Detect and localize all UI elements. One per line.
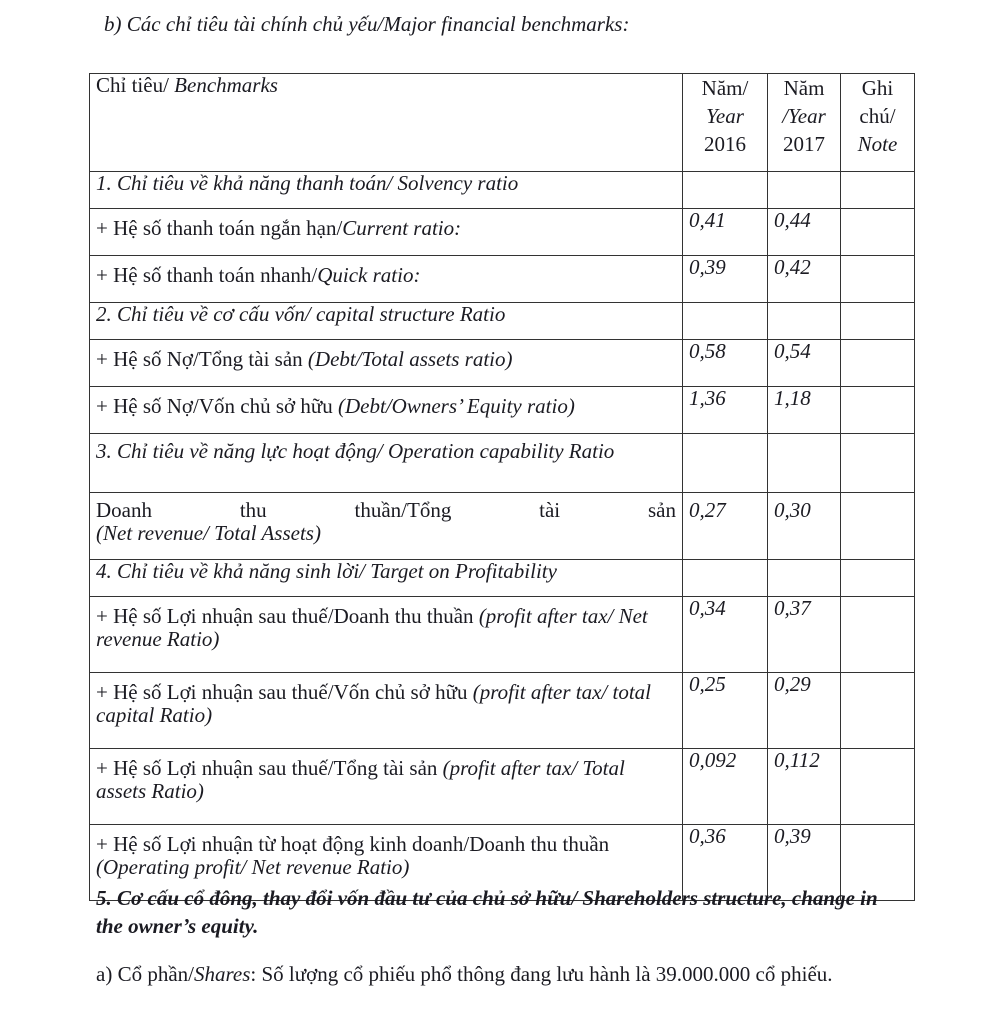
table-row: + Hệ số Nợ/Tổng tài sản (Debt/Total assets ratio) 0,58 0,54: [90, 340, 915, 387]
header-note: Ghi chú/ Note: [841, 74, 915, 172]
table-section-row: 2. Chỉ tiêu về cơ cấu vốn/ capital structure Ratio: [90, 303, 915, 340]
table-row: + Hệ số Nợ/Vốn chủ sở hữu (Debt/Owners’ Equity ratio) 1,36 1,18: [90, 387, 915, 434]
table-row: + Hệ số thanh toán nhanh/Quick ratio: 0,39 0,42: [90, 256, 915, 303]
section-heading-b: b) Các chỉ tiêu tài chính chủ yếu/Major financial benchmarks:: [104, 12, 630, 36]
table-row: + Hệ số Lợi nhuận sau thuế/Doanh thu thuần (profit after tax/ Net revenue Ratio) 0,34 0,37: [90, 597, 915, 673]
table-row: Doanh thu thuần/Tổng tài sản (Net revenue/ Total Assets) 0,27 0,30: [90, 493, 915, 560]
table-row: + Hệ số Lợi nhuận sau thuế/Vốn chủ sở hữu (profit after tax/ total capital Ratio) 0,25 0,29: [90, 673, 915, 749]
table-row: + Hệ số Lợi nhuận từ hoạt động kinh doanh/Doanh thu thuần (Operating profit/ Net revenue Ratio) 0,36 0,39: [90, 825, 915, 901]
header-year-2017: Năm /Year 2017: [768, 74, 841, 172]
header-benchmarks: Chỉ tiêu/ Benchmarks: [90, 74, 683, 172]
table-header-row: [90, 74, 915, 172]
table-section-row: 4. Chỉ tiêu về khả năng sinh lời/ Target on Profitability: [90, 560, 915, 597]
header-year-2016: Năm/ Year 2016: [683, 74, 768, 172]
table-row: + Hệ số Lợi nhuận sau thuế/Tổng tài sản (profit after tax/ Total assets Ratio) 0,092 0,112: [90, 749, 915, 825]
table-section-row: 1. Chỉ tiêu về khả năng thanh toán/ Solvency ratio: [90, 172, 915, 209]
table-row: + Hệ số thanh toán ngắn hạn/Current ratio: 0,41 0,44: [90, 209, 915, 256]
section-heading-5: 5. Cơ cấu cổ đông, thay đổi vốn đầu tư của chủ sở hữu/ Shareholders structure, change in the owner’s equity.: [96, 886, 878, 938]
financial-benchmarks-table: [89, 73, 915, 901]
shares-paragraph: a) Cổ phần/Shares: Số lượng cổ phiếu phổ thông đang lưu hành là 39.000.000 cổ phiếu.: [96, 962, 833, 986]
table-section-row: 3. Chỉ tiêu về năng lực hoạt động/ Operation capability Ratio: [90, 434, 915, 493]
